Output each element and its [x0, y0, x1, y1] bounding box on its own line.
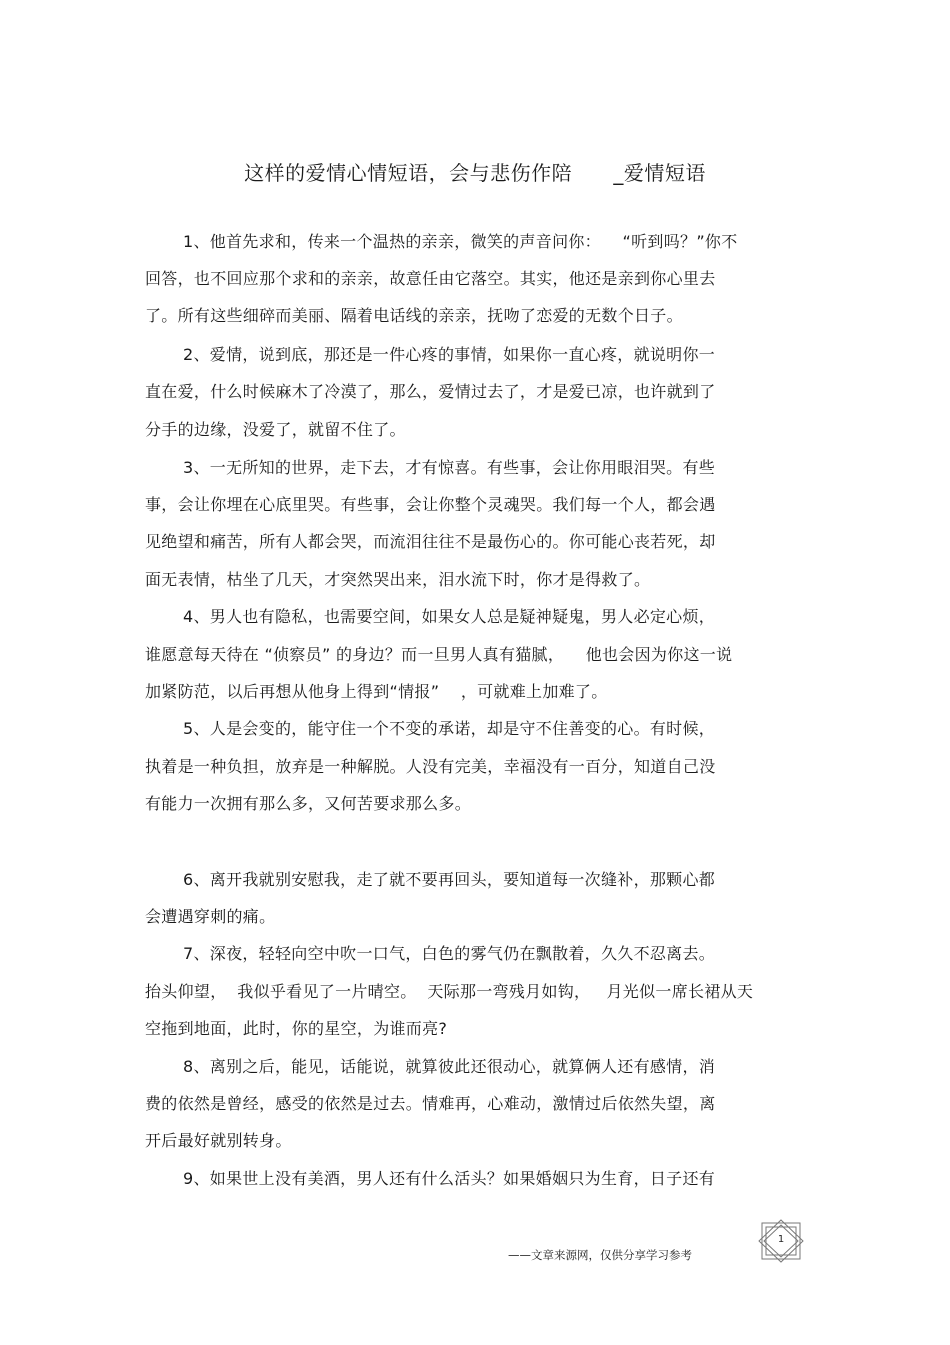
page-number-badge [756, 1219, 806, 1263]
body-text-line: 开后最好就别转身。 [145, 1131, 292, 1150]
body-text-line: 抬头仰望， 我似乎看见了一片晴空。 天际那一弯残月如钩， 月光似一席长裙从天 [145, 982, 754, 1001]
body-text-line: 面无表情，枯坐了几天，才突然哭出来，泪水流下时，你才是得救了。 [145, 570, 651, 589]
body-text-line: 空拖到地面，此时，你的星空，为谁而亮? [145, 1019, 448, 1038]
body-text-line: 加紧防范，以后再想从他身上得到“情报” ，可就难上加难了。 [145, 682, 608, 701]
body-text-line: 6、离开我就别安慰我，走了就不要再回头，要知道每一次缝补，那颗心都 [183, 870, 716, 889]
body-text-line: 谁愿意每天待在 “侦察员” 的身边？而一旦男人真有猫腻， 他也会因为你这一说 [145, 645, 733, 664]
body-text-line: 有能力一次拥有那么多，又何苦要求那么多。 [145, 794, 472, 813]
body-text-line: 2、爱情，说到底，那还是一件心疼的事情，如果你一直心疼，就说明你一 [183, 345, 716, 364]
body-text-line: 1、他首先求和，传来一个温热的亲亲，微笑的声音问你： “听到吗？”你不 [183, 232, 738, 251]
body-text-line: 费的依然是曾经，感受的依然是过去。情难再，心难动，激情过后依然失望，离 [145, 1094, 716, 1113]
body-text-line: 了。所有这些细碎而美丽、隔着电话线的亲亲，抚吻了恋爱的无数个日子。 [145, 306, 683, 325]
body-text-line: 分手的边缘，没爱了，就留不住了。 [145, 420, 406, 439]
body-text-line: 直在爱，什么时候麻木了冷漠了，那么，爱情过去了，才是爱已凉，也许就到了 [145, 382, 716, 401]
body-text-line: 8、离别之后，能见，话能说，就算彼此还很动心，就算俩人还有感情，消 [183, 1057, 716, 1076]
body-text-line: 9、如果世上没有美酒，男人还有什么活头？如果婚姻只为生育，日子还有 [183, 1169, 716, 1188]
body-text-line: 事，会让你埋在心底里哭。有些事，会让你整个灵魂哭。我们每一个人，都会遇 [145, 495, 716, 514]
body-text-line: 7、深夜，轻轻向空中吹一口气，白色的雾气仍在飘散着，久久不忍离去。 [183, 944, 716, 963]
body-text-line: 见绝望和痛苦，所有人都会哭，而流泪往往不是最伤心的。你可能心丧若死，却 [145, 532, 716, 551]
body-text-line: 回答，也不回应那个求和的亲亲，故意任由它落空。其实，他还是亲到你心里去 [145, 269, 716, 288]
body-text-line: 3、一无所知的世界，走下去，才有惊喜。有些事，会让你用眼泪哭。有些 [183, 458, 716, 477]
source-note: ——文章来源网，仅供分享学习参考 [508, 1248, 692, 1262]
page-number: 1 [777, 1234, 785, 1245]
body-text-line: 5、人是会变的，能守住一个不变的承诺，却是守不住善变的心。有时候， [183, 719, 716, 738]
body-text-line: 会遭遇穿刺的痛。 [145, 907, 276, 926]
document-title: 这样的爱情心情短语，会与悲伤作陪 _爱情短语 [244, 161, 706, 185]
body-text-line: 执着是一种负担，放弃是一种解脱。人没有完美，幸福没有一百分，知道自己没 [145, 757, 716, 776]
body-text-line: 4、男人也有隐私，也需要空间，如果女人总是疑神疑鬼，男人必定心烦， [183, 607, 716, 626]
